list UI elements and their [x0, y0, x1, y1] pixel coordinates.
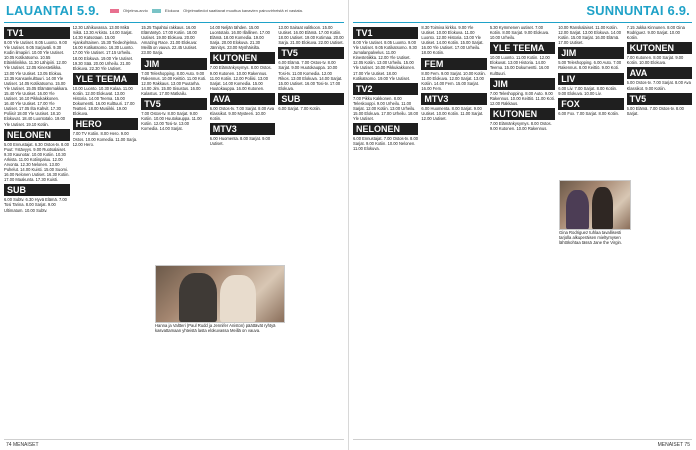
- program-listing: 10.00 Ranskalaiset. 11.00 Kotiin. 12.00 Sarjat. 13.00 Elokuva. 14.00 Kotiin. 15.00 Sarjat. 16.00 Elämä. 17.00 Uutiset.: [558, 25, 622, 46]
- program-listing: 14.00 Neljän tähden. 15.00 Luontotalo. 16.00 Illallinen. 17.00 Elämä. 18.00 Komedia. 19.00 Sarja. 20.00 Elokuva. 21.30 Jännitys. 23.00 Myöhäisilta.: [209, 25, 270, 51]
- program-listing: 12.30 Lähikuvassa. 13.00 Mikä mikä. 13.30 Arkisto. 14.00 Sarjat. 14.30 Katsotaan. 15.00 Ajankohtainen. 15.30 Tiedeohjelma. 16.00 Kotikatsomo. 16.30 Luonto. 17.00 Yle Uutiset. 17.15 Urheilu. 18.00 Elokuva. 19.00 Yle Uutiset. 19.30 Sää. 20.00 Urheilu. 21.00 Elokuva. 22.30 Yle Uutiset.: [72, 25, 138, 71]
- schedule-column: [490, 25, 555, 438]
- schedule-columns: [4, 25, 344, 438]
- program-listing: 8.00 Fem. 9.00 Sarjat. 10.00 Kotiin. 11.00 Elokuva. 12.00 Sarjat. 13.00 Kotiin. 14.00 Fem. 15.00 Sarjat. 16.00 Fem.: [421, 70, 486, 91]
- program-listing: 5.30 Kymmenen uutiset. 7.00 Kotiin. 8.00 Sarjat. 9.00 Elokuva. 10.00 Urheilu.: [489, 25, 550, 41]
- page-footer: 74 MENAISET: [6, 442, 39, 448]
- program-listing: 8.00 Yle Uutiset. 8.05 Luonto. 9.00 Yle Uutiset. 9.05 Sarjaväli. 9.30 Kodin ilmapiiri. 10.00 Yle Uutiset. 10.05 Kotikatsomo. 10.55 Eläinklinikka. 11.30 Lähipiiri. 12.00 Yle Uutiset. 12.05 Kinestetiikka. 13.00 Yle Uutiset. 13.05 Elokuu. 13.35 Kansankulttuuri. 14.00 Yle Uutiset. 14.05 Kotikatsomo. 15.00 Yle Uutiset. 15.05 Elämänmakkara. 15.40 Yle Uutiset. 16.00 Yle Uutiset. 16.10 Pikkukakkonen. 16.40 Yle Uutiset. 17.00 Yle Uutiset. 17.05 Ilta Kahvit. 17.30 Poliisi! 18.00 Yle Uutiset. 18.10 Elokuvat. 18.40 Luontotalo. 19.00 Yle Uutiset. 19.10 Kotiin.: [4, 40, 69, 127]
- schedule-columns: [353, 25, 692, 438]
- channel-header: TV1: [353, 27, 418, 39]
- program-listing: 6.00 Huomenta. 8.00 Sarjat. 9.00 Uutiset.: [209, 136, 271, 147]
- series-photo: [559, 180, 631, 230]
- channel-header: MTV3: [421, 93, 486, 105]
- header-rule: [4, 22, 344, 23]
- page-footer: MENAISET 75: [657, 442, 690, 448]
- channel-header: FOX: [558, 98, 623, 110]
- right-page: [348, 0, 696, 450]
- channel-header: KUTONEN: [490, 108, 555, 120]
- program-listing: 6.00 Liv. 7.00 Sarjat. 8.00 Kotiin. 9.00 Elokuva. 10.00 Liv.: [558, 85, 618, 96]
- schedule-column: [421, 25, 486, 438]
- channel-header: JIM: [558, 47, 623, 59]
- schedule-column: [73, 25, 139, 438]
- channel-header: FEM: [421, 58, 486, 70]
- schedule-column: [141, 25, 207, 438]
- legend: [110, 8, 303, 13]
- channel-header: KUTONEN: [627, 42, 692, 54]
- channel-header: MTV3: [210, 123, 276, 135]
- program-listing: 6.00 Elämä. 7.00 Ostos-tv. 8.00 Sarjat. 9.00 Huutokauppa. 10.00 Tosi-tv. 11.00 Komedia. 12.00 Rikos. 13.00 Elokuva. 14.00 Sarjat. 15.00 Uutiset. 16.00 Tosi-tv. 17.00 Elokuva.: [278, 60, 343, 91]
- footer-rule: [4, 439, 344, 440]
- program-listing: 6.00 Sarjat. 7.00 Kotiin.: [278, 105, 321, 111]
- page-date: SUNNUNTAI 6.9.: [586, 3, 690, 18]
- program-listing: 8.30 Toimiva kirkko. 9.00 Yle Uutiset. 10.00 Elokuva. 11.00 Luonto. 12.00 Historia. 13.00 Yle Uutiset. 14.00 Kotiin. 15.00 Sarjat. 16.00 Yle Uutiset. 17.00 Urheilu. 18.00 Kotiin.: [421, 25, 484, 56]
- channel-header: TV5: [278, 47, 344, 59]
- program-listing: 7.00 Teleshopping. 8.00 Auto. 9.00 Rakennus. 10.00 Keittiö. 11.00 Koti. 12.00 Rakkaus.: [489, 90, 555, 106]
- program-listing: 7.00 Kutonen. 8.00 Sarjat. 9.00 Kotiin. 10.00 Elokuva.: [626, 55, 684, 66]
- program-listing: 5.00 Ennustajat. 6.30 Ostos-tv. 8.00 Puut: Ystävyys. 9.00 Ruotsalaiset. 9.30 Kaunotar. 10.00 Kotiin. 10.30 Arkista. 11.00 Kotiinpaluu. 12.00 Arvonta. 12.30 Nelonen. 13.00 Puhelut. 14.00 Kuisti. 15.00 Suomi. 16.00 Nelonen Uutiset. 16.30 Kotiin. 17.00 Maakunta. 17.30 Kuisti.: [4, 141, 70, 183]
- program-listing: 6.00 Elämä. 7.00 Ostos-tv. 8.00 Sarjat.: [626, 105, 684, 116]
- channel-header: HERO: [73, 118, 139, 130]
- schedule-column: [210, 25, 276, 438]
- channel-header: JIM: [490, 78, 555, 90]
- channel-header: NELONEN: [353, 123, 418, 135]
- page-header: [349, 0, 696, 22]
- legend-teal-label: Elokuva: [164, 8, 180, 13]
- program-listing: 6.00 Huomenta. 8.00 Sarjat. 9.00 Uutiset. 10.00 Kotiin. 11.00 Sarjat. 12.00 Uutiset.: [421, 105, 484, 122]
- channel-header: NELONEN: [4, 129, 70, 141]
- schedule-column: [4, 25, 70, 438]
- channel-header: YLE TEEMA: [73, 73, 139, 85]
- program-listing: 15.25 Tapahtui rakkaus. 16.00 Elämäntyö. 17.00 Kotiin. 18.00 Uutiset. 19.00 Elokuva. 20.00 Amazing Race. 21.00 Elokuva: Meillä on vauva. 22.45 Uutiset. 23.00 Sarja.: [141, 25, 198, 56]
- legend-pink-label: Ohjelma-arvio: [123, 8, 148, 13]
- program-listing: 7.00 Pikku Kakkonen. 8.00 Teleskooppi. 9.00 Urheilu. 11.00 Sarjat. 12.00 Kotiin. 13.00 Urheilu. 15.00 Elokuva. 17.00 Urheilu. 18.00 Yle Uutiset.: [353, 95, 419, 122]
- page-header: [0, 0, 348, 22]
- program-listing: 8.00 Yle Uutiset. 8.05 Luonto. 9.00 Yle Uutiset. 9.05 Kotikatsomo. 9.30 Jumalanpalvelus. 11.00 Kinestetiikka. 12.00 Yle Uutiset. 12.05 Kotiin. 13.00 Urheilu. 15.00 Yle Uutiset. 16.00 Pikkukakkonen. 17.00 Yle Uutiset. 18.00 Kotikatsomo. 19.00 Yle Uutiset.: [353, 40, 417, 81]
- program-listing: 6.00 Ennustajat. 7.00 Ostos-tv. 8.00 Sarjat. 9.00 Kotiin. 10.00 Nelonen. 11.00 Elokuva.: [353, 136, 419, 152]
- schedule-column: [278, 25, 344, 438]
- movie-photo: [155, 265, 285, 323]
- program-listing: 10.00 Luonto. 10.30 Kalaa. 11.00 Kotiin. 12.00 Elokuvat. 13.00 Historia. 14.00 Teema. 15.00 Dokumentti. 16.00 Kulttuuri. 17.00 Teatteri. 18.00 Musiikki. 19.00 Elokuva.: [72, 85, 135, 117]
- program-listing: 7.00 TV Kotiin. 8.00 Hero. 9.00 Ostos. 10.00 Komedia. 11.00 Sarja. 12.00 Hero.: [72, 131, 138, 147]
- program-listing: 10.00 Luonto. 11.00 Kotiin. 12.00 Elokuvat. 13.00 Historia. 14.00 Teema. 15.00 Dokumentti. 16.00 Kulttuuri.: [489, 55, 550, 76]
- program-listing: 7.00 Elämänkysymys. 8.00 Ostos. 9.00 Kutonen. 10.00 Rakennus.: [489, 120, 552, 132]
- channel-header: KUTONEN: [210, 52, 276, 64]
- legend-pink-swatch: [110, 9, 119, 13]
- program-listing: 6.00 Ostos-tv. 7.00 Sarjat. 8.00 Ava Klassikot. 9.00 Mysteeri. 10.00 Kotiin.: [209, 105, 275, 122]
- channel-header: LIV: [558, 73, 623, 85]
- header-rule: [353, 22, 692, 23]
- channel-header: AVA: [210, 93, 276, 105]
- program-listing: 13.00 Sairaat valitkoon. 15.00 Uutiset. 16.00 Elämä. 17.00 Kotiin. 18.00 Uutiset. 19.00 Kotimaa. 20.00 Sarja. 21.00 Elokuva. 22.00 Uutiset.: [278, 25, 344, 46]
- channel-header: TV5: [141, 98, 207, 110]
- program-listing: 7.00 Teleshopping. 8.00 Auto. 9.00 Rakennus. 10.00 Keittiö. 11.00 Koti. 12.00 Rakkaus. 13.00 Puutarha. 14.00 Jim. 15.00 Sisustus. 16.00 Kalastus. 17.00 Matkailu.: [141, 70, 207, 96]
- legend-teal-swatch: [152, 9, 161, 13]
- channel-header: JIM: [141, 58, 207, 70]
- schedule-column: [353, 25, 418, 438]
- photo-caption: Gina Rodriguez tuhlaa tavallisesti tarjolla alkuperäisen mieltymysen lähtökohtaa tässä Jane the Virgin.: [559, 230, 623, 245]
- channel-header: TV1: [4, 27, 70, 39]
- legend-note: Ohjelmatiedot saattavat muuttua kanavien painovirheistä ei vastata.: [183, 8, 303, 13]
- channel-header: TV5: [627, 93, 692, 105]
- channel-header: AVA: [627, 67, 692, 79]
- footer-rule: [353, 439, 692, 440]
- channel-header: YLE TEEMA: [490, 42, 555, 54]
- program-listing: 6.00 Subtv. 6.30 Hyvä Elämä. 7.00 Tosi Tarina. 8.00 Sarjat. 9.00 Ultimatum. 10.00 Subtv.: [4, 197, 67, 213]
- program-listing: 7.15 Jukka Kinnunen. 8.00 Gina Rodriguez. 9.00 Sarjat. 10.00 Kotiin.: [626, 25, 685, 41]
- schedule-column: [627, 25, 692, 438]
- program-listing: 6.00 Fox. 7.00 Sarjat. 8.00 Kotiin.: [558, 110, 619, 116]
- program-listing: 5.00 Teleshopping. 6.00 Auto. 7.00 Rakennus. 8.00 Keittiö. 9.00 Koti.: [558, 60, 622, 71]
- channel-header: TV2: [353, 83, 418, 95]
- channel-header: SUB: [4, 184, 70, 196]
- program-listing: 6.00 Ostos-tv. 7.00 Sarjat. 8.00 Ava Klassikot. 9.00 Kotiin.: [626, 80, 691, 91]
- photo-caption: Hanna ja Valtteri (Paul Rudd ja Jennifer Aniston) päättävät ryhtyä kasvattamaan yhteistä lasta elokuvassa Meillä on vauva.: [155, 323, 276, 333]
- program-listing: 7.00 Elämänkysymys. 8.00 Ostos. 9.00 Kutonen. 10.00 Rakennus. 11.00 Kotiin. 12.00 Poliisi. 13.00 Sarjat. 14.00 Komedia. 15.00 Huutokauppa. 16.00 Kutonen.: [209, 65, 272, 91]
- page-date: LAUANTAI 5.9.: [6, 3, 100, 18]
- channel-header: SUB: [278, 93, 344, 105]
- program-listing: 7.00 Ostos-tv. 8.00 Sarjat. 9.00 Kotiin. 10.00 Huutokauppa. 11.00 Kotiin. 12.00 Tosi-tv. 13.00 Komedia. 14.00 Sarjat.: [141, 111, 202, 132]
